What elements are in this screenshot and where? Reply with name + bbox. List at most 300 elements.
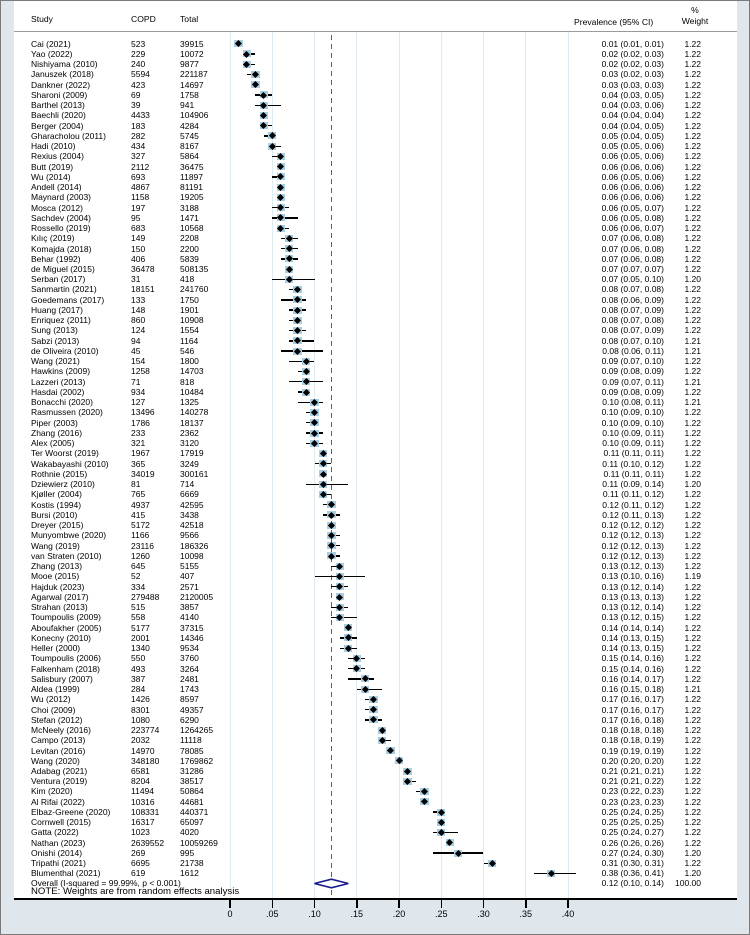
weight-percent-text: 1.21 — [684, 335, 701, 346]
prevalence-ci-text: 0.15 (0.14, 0.16) — [601, 663, 664, 674]
study-name: Sharoni (2009) — [31, 89, 88, 100]
study-name: Sung (2013) — [31, 325, 78, 336]
weight-percent-text: 1.22 — [684, 673, 701, 684]
study-row — [1, 418, 750, 428]
copd-count: 523 — [131, 38, 146, 49]
weight-percent-text: 1.22 — [684, 612, 701, 623]
study-name: Campo (2013) — [31, 735, 86, 746]
total-count: 3857 — [180, 602, 199, 613]
prevalence-ci-text: 0.17 (0.16, 0.18) — [601, 714, 664, 725]
weight-percent-text: 1.22 — [684, 817, 701, 828]
prevalence-ci-text: 0.16 (0.14, 0.17) — [601, 673, 664, 684]
total-count: 546 — [180, 345, 195, 356]
study-row — [1, 623, 750, 633]
prevalence-ci-text: 0.11 (0.09, 0.14) — [602, 479, 664, 490]
study-name: Kjøller (2004) — [31, 489, 83, 500]
copd-count: 550 — [131, 653, 146, 664]
copd-count: 4937 — [131, 499, 150, 510]
copd-count: 2032 — [131, 735, 150, 746]
weight-percent-text: 1.22 — [684, 69, 701, 80]
axis-tick-label: .35 — [519, 909, 532, 919]
copd-count: 150 — [131, 243, 146, 254]
copd-count: 223774 — [131, 725, 160, 735]
total-count: 2481 — [180, 673, 199, 684]
study-row — [1, 325, 750, 335]
weight-percent-text: 1.22 — [684, 151, 701, 162]
prevalence-ci-text: 0.02 (0.02, 0.03) — [601, 59, 664, 70]
weight-percent-text: 1.22 — [684, 499, 701, 510]
study-name: Wakabayashi (2010) — [31, 458, 109, 469]
total-count: 241760 — [180, 284, 209, 295]
study-name: Sabzi (2013) — [31, 335, 80, 346]
prevalence-ci-text: 0.12 (0.12, 0.12) — [601, 520, 664, 531]
copd-count: 1786 — [131, 417, 150, 428]
weight-percent-text: 1.22 — [684, 417, 701, 428]
copd-count: 1260 — [131, 550, 150, 561]
column-header-total: Total — [180, 14, 199, 24]
total-count: 2362 — [180, 427, 199, 438]
prevalence-ci-text: 0.31 (0.30, 0.31) — [601, 858, 664, 869]
copd-count: 45 — [131, 345, 141, 356]
study-name: Wang (2020) — [31, 755, 80, 766]
weight-percent-text: 1.22 — [684, 704, 701, 715]
copd-count: 1340 — [131, 643, 150, 654]
prevalence-ci-text: 0.18 (0.18, 0.19) — [601, 735, 664, 746]
study-name: Hawkins (2009) — [31, 366, 91, 377]
study-row — [1, 223, 750, 233]
prevalence-ci-text: 0.27 (0.24, 0.30) — [601, 847, 664, 858]
total-count: 1800 — [180, 356, 199, 367]
total-count: 10098 — [180, 550, 204, 561]
weight-percent-text: 1.22 — [684, 858, 701, 869]
prevalence-ci-text: 0.04 (0.04, 0.05) — [601, 120, 664, 131]
total-count: 1612 — [180, 868, 199, 879]
weight-percent-text: 1.22 — [684, 776, 701, 787]
copd-count: 8204 — [131, 776, 150, 787]
x-axis-line — [14, 898, 737, 900]
copd-count: 8301 — [131, 704, 150, 715]
study-row — [1, 192, 750, 202]
study-name: Kostis (1994) — [31, 499, 82, 510]
prevalence-ci-text: 0.18 (0.18, 0.18) — [601, 725, 664, 735]
weight-percent-text: 1.19 — [684, 571, 701, 582]
total-count: 1743 — [180, 684, 199, 695]
study-row — [1, 551, 750, 561]
weight-percent-text: 1.22 — [684, 182, 701, 193]
study-row — [1, 213, 750, 223]
total-count: 10484 — [180, 386, 204, 397]
study-row — [1, 776, 750, 786]
axis-tick-label: .40 — [561, 909, 575, 919]
header-divider — [14, 31, 737, 32]
study-name: Goedemans (2017) — [31, 294, 105, 305]
study-name: Serban (2017) — [31, 274, 86, 285]
total-count: 2120005 — [180, 591, 214, 602]
study-row — [1, 264, 750, 274]
copd-count: 154 — [131, 356, 146, 367]
study-row — [1, 838, 750, 848]
study-name: Strahan (2013) — [31, 602, 88, 613]
copd-count: 240 — [131, 59, 146, 70]
weight-percent-text: 1.22 — [684, 110, 701, 121]
weight-percent-text: 1.20 — [684, 274, 701, 285]
copd-count: 5594 — [131, 69, 150, 80]
study-name: Munyombwe (2020) — [31, 530, 107, 541]
study-row — [1, 500, 750, 510]
study-row — [1, 172, 750, 182]
study-name: Rossello (2019) — [31, 223, 91, 233]
total-count: 11118 — [180, 735, 202, 746]
study-name: Zhang (2013) — [31, 561, 83, 572]
total-count: 5745 — [180, 130, 199, 141]
weight-percent-text: 1.22 — [684, 315, 701, 326]
study-row — [1, 448, 750, 458]
study-name: de Miguel (2015) — [31, 263, 95, 274]
prevalence-ci-text: 0.09 (0.08, 0.09) — [601, 386, 664, 397]
study-row — [1, 766, 750, 776]
weight-percent-text: 1.22 — [684, 386, 701, 397]
study-name: Adabag (2021) — [31, 765, 88, 776]
weight-percent-text: 1.22 — [684, 663, 701, 674]
study-name: Kılıç (2019) — [31, 233, 75, 244]
prevalence-ci-text: 0.07 (0.06, 0.08) — [601, 253, 664, 264]
study-name: Dreyer (2015) — [31, 520, 84, 531]
study-row — [1, 561, 750, 571]
study-name: Onishi (2014) — [31, 847, 83, 858]
study-row — [1, 141, 750, 151]
copd-count: 133 — [131, 294, 146, 305]
prevalence-ci-text: 0.06 (0.06, 0.06) — [601, 161, 664, 172]
weight-percent-text: 1.22 — [684, 622, 701, 633]
total-count: 3120 — [180, 438, 199, 449]
copd-count: 39 — [131, 100, 141, 111]
study-name: Komajda (2018) — [31, 243, 92, 254]
total-count: 17919 — [180, 448, 204, 459]
weight-percent-text: 1.20 — [684, 868, 701, 879]
confidence-interval-line — [281, 350, 323, 351]
total-count: 9534 — [180, 643, 199, 654]
study-name: Cornwell (2015) — [31, 817, 91, 828]
total-count: 140278 — [180, 407, 209, 418]
study-row — [1, 151, 750, 161]
overall-prevalence: 0.12 (0.10, 0.14) — [601, 877, 664, 888]
study-name: Elbaz-Greene (2020) — [31, 806, 111, 817]
copd-count: 1080 — [131, 714, 150, 725]
total-count: 42595 — [180, 499, 204, 510]
prevalence-ci-text: 0.26 (0.26, 0.26) — [601, 837, 664, 848]
axis-tick — [229, 900, 231, 908]
copd-count: 94 — [131, 335, 141, 346]
total-count: 1164 — [180, 335, 199, 346]
study-row — [1, 530, 750, 540]
prevalence-ci-text: 0.13 (0.13, 0.13) — [601, 591, 664, 602]
weight-percent-text: 1.22 — [684, 561, 701, 572]
study-name: Nathan (2023) — [31, 837, 86, 848]
copd-count: 4433 — [131, 110, 150, 121]
prevalence-ci-text: 0.14 (0.14, 0.14) — [601, 622, 664, 633]
study-name: Wang (2019) — [31, 540, 80, 551]
study-row — [1, 715, 750, 725]
total-count: 3188 — [180, 202, 199, 213]
weight-percent-text: 1.22 — [684, 59, 701, 70]
prevalence-ci-text: 0.10 (0.08, 0.11) — [602, 397, 664, 408]
study-name: Hajduk (2023) — [31, 581, 85, 592]
prevalence-ci-text: 0.06 (0.06, 0.06) — [601, 182, 664, 193]
total-count: 10072 — [180, 48, 204, 59]
weight-percent-text: 1.22 — [684, 161, 701, 172]
copd-count: 1023 — [131, 827, 150, 838]
study-row — [1, 438, 750, 448]
prevalence-ci-text: 0.20 (0.20, 0.20) — [601, 755, 664, 766]
total-count: 81191 — [180, 182, 204, 193]
study-name: van Straten (2010) — [31, 550, 102, 561]
total-count: 6669 — [180, 489, 199, 500]
prevalence-ci-text: 0.10 (0.09, 0.11) — [602, 427, 664, 438]
study-row — [1, 59, 750, 69]
copd-count: 434 — [131, 141, 146, 152]
weight-percent-text: 1.22 — [684, 304, 701, 315]
study-row — [1, 397, 750, 407]
total-count: 2200 — [180, 243, 199, 254]
copd-count: 406 — [131, 253, 146, 264]
study-row — [1, 633, 750, 643]
weight-percent-text: 1.22 — [684, 253, 701, 264]
copd-count: 10316 — [131, 796, 155, 807]
prevalence-ci-text: 0.04 (0.04, 0.04) — [601, 110, 664, 121]
study-row — [1, 848, 750, 858]
prevalence-ci-text: 0.08 (0.07, 0.08) — [601, 284, 664, 295]
weight-percent-text: 1.22 — [684, 725, 701, 735]
column-header-study: Study — [31, 14, 53, 24]
study-row — [1, 162, 750, 172]
study-name: Sachdev (2004) — [31, 212, 92, 223]
copd-count: 52 — [131, 571, 141, 582]
study-name: Maynard (2003) — [31, 192, 92, 203]
study-row — [1, 428, 750, 438]
study-row — [1, 510, 750, 520]
study-row — [1, 612, 750, 622]
total-count: 14697 — [180, 79, 204, 90]
study-name: Levitan (2016) — [31, 745, 86, 756]
total-count: 221187 — [180, 69, 208, 80]
weight-percent-text: 1.22 — [684, 632, 701, 643]
copd-count: 108331 — [131, 806, 160, 817]
axis-tick — [483, 900, 485, 908]
total-count: 1769862 — [180, 755, 214, 766]
total-count: 8167 — [180, 141, 199, 152]
weight-percent-text: 1.22 — [684, 438, 701, 449]
copd-count: 284 — [131, 684, 146, 695]
weight-percent-text: 1.22 — [684, 79, 701, 90]
study-row — [1, 489, 750, 499]
copd-count: 282 — [131, 130, 146, 141]
copd-count: 1158 — [131, 192, 150, 203]
study-name: Rothnie (2015) — [31, 468, 88, 479]
copd-count: 860 — [131, 315, 146, 326]
weight-percent-text: 1.21 — [684, 397, 701, 408]
copd-count: 95 — [131, 212, 141, 223]
study-name: Stefan (2012) — [31, 714, 83, 725]
prevalence-ci-text: 0.08 (0.07, 0.09) — [601, 304, 664, 315]
study-name: Toumpoulis (2006) — [31, 653, 101, 664]
weight-percent-text: 1.22 — [684, 509, 701, 520]
copd-count: 693 — [131, 171, 146, 182]
copd-count: 4867 — [131, 182, 150, 193]
total-count: 1758 — [180, 89, 199, 100]
total-count: 1750 — [180, 294, 199, 305]
study-row — [1, 479, 750, 489]
column-header-weight: Weight — [681, 16, 709, 26]
copd-count: 11494 — [131, 786, 155, 797]
study-row — [1, 725, 750, 735]
weight-percent-text: 1.22 — [684, 120, 701, 131]
copd-count: 269 — [131, 847, 146, 858]
copd-count: 1967 — [131, 448, 150, 459]
axis-tick — [441, 900, 443, 908]
study-row — [1, 674, 750, 684]
copd-count: 71 — [131, 376, 141, 387]
weight-percent-text: 1.21 — [684, 376, 701, 387]
study-name: Enriquez (2011) — [31, 315, 91, 326]
total-count: 10908 — [180, 315, 204, 326]
total-count: 5155 — [180, 561, 199, 572]
copd-count: 13496 — [131, 407, 155, 418]
copd-count: 81 — [131, 479, 141, 490]
axis-tick-label: .30 — [477, 909, 490, 919]
weight-percent-text: 1.22 — [684, 448, 701, 459]
total-count: 4020 — [180, 827, 199, 838]
study-name: Yao (2022) — [31, 48, 73, 59]
prevalence-ci-text: 0.10 (0.09, 0.10) — [601, 417, 664, 428]
weight-percent-text: 1.22 — [684, 540, 701, 551]
total-count: 18137 — [180, 417, 204, 428]
total-count: 1325 — [180, 397, 199, 408]
axis-tick-label: .20 — [392, 909, 406, 919]
total-count: 49357 — [180, 704, 204, 715]
column-header-prevalence: Prevalence (95% CI) — [574, 17, 654, 27]
weight-percent-text: 1.22 — [684, 325, 701, 336]
study-name: Barthel (2013) — [31, 100, 85, 111]
axis-tick — [525, 900, 527, 908]
copd-count: 183 — [131, 120, 146, 131]
prevalence-ci-text: 0.07 (0.07, 0.07) — [601, 263, 664, 274]
total-count: 39915 — [180, 38, 204, 49]
copd-count: 321 — [131, 438, 146, 449]
prevalence-ci-text: 0.25 (0.24, 0.25) — [601, 806, 664, 817]
copd-count: 69 — [131, 89, 141, 100]
prevalence-ci-text: 0.17 (0.16, 0.17) — [601, 694, 664, 705]
study-name: Aldea (1999) — [31, 684, 80, 695]
study-row — [1, 807, 750, 817]
weight-percent-text: 1.22 — [684, 171, 701, 182]
prevalence-ci-text: 0.14 (0.13, 0.15) — [601, 643, 664, 654]
total-count: 407 — [180, 571, 195, 582]
copd-count: 6695 — [131, 858, 150, 869]
study-name: Dankner (2022) — [31, 79, 91, 90]
copd-count: 645 — [131, 561, 146, 572]
axis-tick — [356, 900, 358, 908]
axis-tick-label: .10 — [308, 909, 321, 919]
prevalence-ci-text: 0.06 (0.05, 0.08) — [601, 212, 664, 223]
total-count: 38517 — [180, 776, 204, 787]
copd-count: 124 — [131, 325, 146, 336]
prevalence-ci-text: 0.10 (0.09, 0.10) — [601, 407, 664, 418]
prevalence-ci-text: 0.03 (0.03, 0.03) — [601, 79, 664, 90]
copd-count: 233 — [131, 427, 146, 438]
total-count: 4284 — [180, 120, 199, 131]
weight-percent-text: 1.22 — [684, 694, 701, 705]
weight-percent-text: 1.22 — [684, 489, 701, 500]
total-count: 818 — [180, 376, 195, 387]
total-count: 3438 — [180, 509, 199, 520]
weight-percent-text: 1.22 — [684, 141, 701, 152]
column-header-percent: % — [691, 5, 699, 15]
study-name: de Oliveira (2010) — [31, 345, 99, 356]
prevalence-ci-text: 0.06 (0.05, 0.06) — [601, 171, 664, 182]
weight-percent-text: 1.22 — [684, 827, 701, 838]
study-row — [1, 90, 750, 100]
weight-percent-text: 1.22 — [684, 468, 701, 479]
study-row — [1, 336, 750, 346]
copd-count: 2001 — [131, 632, 150, 643]
weight-percent-text: 1.22 — [684, 653, 701, 664]
copd-count: 34019 — [131, 468, 155, 479]
copd-count: 387 — [131, 673, 146, 684]
prevalence-ci-text: 0.11 (0.11, 0.11) — [603, 468, 664, 479]
weight-percent-text: 1.22 — [684, 714, 701, 725]
prevalence-ci-text: 0.01 (0.01, 0.01) — [601, 38, 664, 49]
prevalence-ci-text: 0.25 (0.25, 0.25) — [601, 817, 664, 828]
total-count: 6290 — [180, 714, 199, 725]
axis-tick-label: .25 — [434, 909, 448, 919]
copd-count: 515 — [131, 602, 146, 613]
weight-percent-text: 1.22 — [684, 284, 701, 295]
prevalence-ci-text: 0.23 (0.22, 0.23) — [601, 786, 664, 797]
total-count: 44681 — [180, 796, 204, 807]
study-row — [1, 110, 750, 120]
study-row — [1, 541, 750, 551]
copd-count: 2639552 — [131, 837, 165, 848]
total-count: 2571 — [180, 581, 199, 592]
study-name: Berger (2004) — [31, 120, 84, 131]
study-row — [1, 469, 750, 479]
total-count: 50864 — [180, 786, 204, 797]
study-row — [1, 653, 750, 663]
total-count: 3264 — [180, 663, 199, 674]
study-row — [1, 80, 750, 90]
prevalence-ci-text: 0.16 (0.15, 0.18) — [601, 684, 664, 695]
weight-percent-text: 1.22 — [684, 294, 701, 305]
total-count: 11897 — [180, 171, 204, 182]
study-name: Ventura (2019) — [31, 776, 88, 787]
copd-count: 127 — [131, 397, 146, 408]
total-count: 3760 — [180, 653, 199, 664]
prevalence-ci-text: 0.25 (0.24, 0.27) — [601, 827, 664, 838]
study-row — [1, 735, 750, 745]
total-count: 31286 — [180, 765, 204, 776]
prevalence-ci-text: 0.09 (0.08, 0.09) — [601, 366, 664, 377]
study-name: Mooe (2015) — [31, 571, 80, 582]
study-row — [1, 233, 750, 243]
study-name: Wang (2021) — [31, 356, 80, 367]
study-name: Aboufakher (2005) — [31, 622, 102, 633]
prevalence-ci-text: 0.13 (0.12, 0.15) — [601, 612, 664, 623]
study-row — [1, 39, 750, 49]
prevalence-ci-text: 0.02 (0.02, 0.03) — [601, 48, 664, 59]
weight-percent-text: 1.22 — [684, 755, 701, 766]
study-name: Nishiyama (2010) — [31, 59, 98, 70]
weight-percent-text: 1.22 — [684, 806, 701, 817]
